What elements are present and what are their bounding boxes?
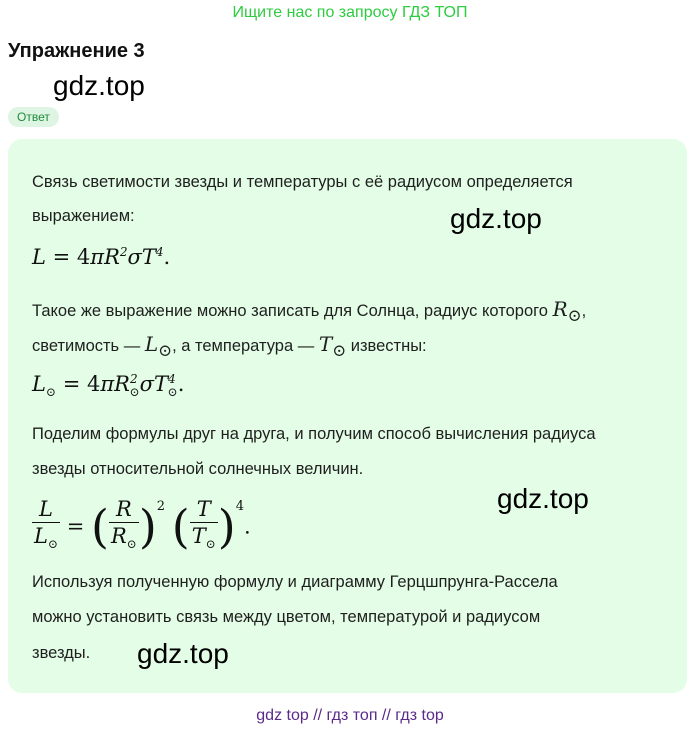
paragraph-2-line-1 — [32, 297, 586, 325]
formula-t-sun: $T_⊙$ — [318, 332, 347, 360]
formula-luminosity: $L = 4\pi R^2\sigma T^4$. — [32, 245, 171, 269]
paragraph-4-line-2: можно установить связь между цветом, температурой и радиусом — [32, 608, 541, 626]
paragraph-4-line-1: Используя полученную формулу и диаграмму Герцшпрунга-Рассела — [32, 573, 558, 591]
paragraph-3-line-1: Поделим формулы друг на друга, и получим способ вычисления радиуса — [32, 425, 596, 443]
paragraph-1-line-2: выражением: — [32, 207, 135, 225]
watermark: gdz.top — [53, 70, 145, 101]
paragraph-1-line-1: Связь светимости звезды и температуры с её радиусом определяется — [32, 173, 573, 191]
formula-ratio: $\frac{L}{L_⊙}$ = ( $\frac{R}{R_⊙}$ )$^2$ ( $\frac{T}{T_⊙}$ )$^4$. — [32, 496, 251, 557]
paragraph-3-line-2: звезды относительной солнечных величин. — [32, 460, 364, 478]
paragraph-2-text: , а температура — — [172, 337, 319, 355]
paragraph-2-text: Такое же выражение можно записать для Солнца, радиус которого — [32, 302, 548, 320]
paragraph-2-text: известны: — [346, 337, 427, 355]
formula-l-sun: $L_⊙$ — [144, 332, 173, 360]
watermark: gdz.top — [450, 203, 542, 234]
answer-badge[interactable]: Ответ — [8, 107, 59, 127]
paragraph-4-line-3: звезды. — [32, 644, 91, 662]
footer-links[interactable]: gdz top // гдз топ // гдз top — [256, 707, 444, 724]
paragraph-2-text: светимость — — [32, 337, 145, 355]
paragraph-2-line-2 — [32, 332, 427, 360]
watermark: gdz.top — [497, 483, 589, 514]
exercise-title: Упражнение 3 — [8, 40, 145, 62]
watermark: gdz.top — [137, 638, 229, 669]
comma: , — [581, 302, 587, 320]
formula-sun-luminosity: $L_⊙ = 4\pi R^2_⊙\sigma T^4_⊙$. — [32, 372, 185, 400]
formula-r-sun: $R_⊙$ — [552, 297, 582, 325]
search-banner[interactable]: Ищите нас по запросу ГДЗ ТОП — [232, 4, 468, 21]
